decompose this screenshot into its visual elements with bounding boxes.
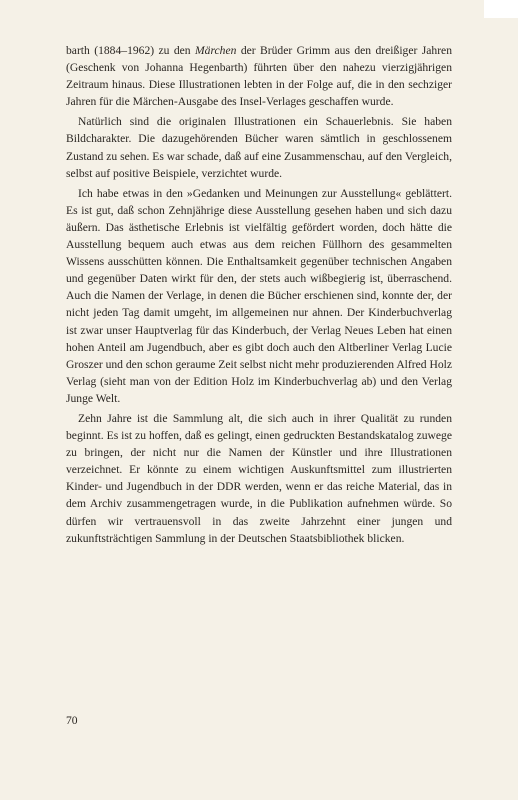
page-corner <box>484 0 518 18</box>
paragraph-1-italic-title: Märchen <box>195 44 237 57</box>
paragraph-1 <box>66 42 452 110</box>
body-text <box>66 42 452 547</box>
paragraph-1-start: barth (1884–1962) zu den <box>66 44 195 57</box>
paragraph-2: Natürlich sind die originalen Illustrationen ein Schauerlebnis. Sie haben Bildcharakter. Die dazugehörenden Bücher waren sämtlich in geschlossenem Zustand zu sehen. Es war schade, daß auf eine Zusammenschau, auf den Vergleich, selbst auf positive Beispiele, verzichtet wurde. <box>66 115 452 180</box>
paragraph-1-rest: der Brüder Grimm aus den dreißiger Jahren (Geschenk von Johanna Hegenbarth) führten über den nahezu vierzigjährigen Zeitraum hinaus. Diese Illustrationen lebten in der Folge auf, die in den sechziger Jahren für die Märchen-Ausgabe des Insel-Verlages geschaffen wurde. <box>66 44 452 109</box>
paragraph-3: Ich habe etwas in den »Gedanken und Meinungen zur Ausstellung« geblättert. Es ist gut, daß schon Zehnjährige diese Ausstellung gesehen haben und sich dazu äußern. Das ästhetische Erlebnis ist vielfältig gefördert worden, doch hätte die Ausstellung bequem auch etwas aus dem reichen Füllhorn des gesammelten Wissens ausschütten können. Die Enthaltsamkeit gegenüber technischen Angaben und gegenüber Daten wirkt für den, der stets auch wißbegierig ist, überraschend. Auch die Namen der Verlage, in denen die Bücher erschienen sind, konnte der, der nicht jeden Tag damit umgeht, im allgemeinen nur ahnen. Der Kinderbuchverlag ist zwar unser Hauptverlag für das Kinderbuch, der Verlag Neues Leben hat einen hohen Anteil am Jugendbuch, aber es gibt doch auch den Altberliner Verlag Lucie Groszer und den schon geraume Zeit selbst nicht mehr produzierenden Alfred Holz Verlag (sieht man von der Edition Holz im Kinderbuchverlag ab) und den Verlag Junge Welt. <box>66 186 453 405</box>
page-number: 70 <box>66 714 78 727</box>
paragraph-4: Zehn Jahre ist die Sammlung alt, die sich auch in ihrer Qualität zu runden beginnt. Es ist zu hoffen, daß es gelingt, einen gedruckten Bestandskatalog zuwege zu bringen, der nicht nur die Namen der Künstler und ihre Illustrationen verzeichnet. Er könnte zu einem wichtigen Auskunftsmittel zum illustrierten Kinder- und Jugendbuch in der DDR werden, wenn er das reiche Material, das in dem Archiv zusammengetragen wurde, in die Publikation aufnehmen würde. So dürfen wir vertrauensvoll in das zweite Jahrzehnt einer jungen und zukunftsträchtigen Sammlung in der Deutschen Staatsbibliothek blicken. <box>66 411 452 545</box>
